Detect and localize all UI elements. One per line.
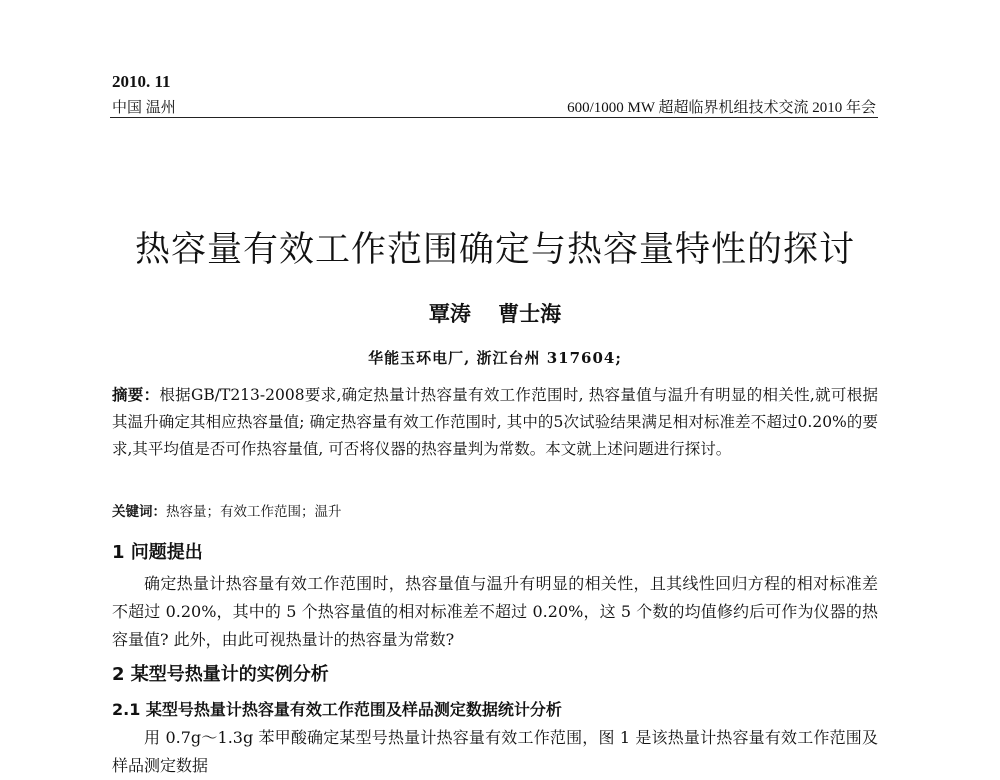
keywords-label: 关键词： bbox=[112, 504, 166, 520]
abstract bbox=[112, 381, 878, 463]
affiliation: 华能玉环电厂, 浙江台州 317604; bbox=[368, 349, 622, 367]
author-name: 覃涛 bbox=[428, 301, 471, 326]
paper-title: 热容量有效工作范围确定与热容量特性的探讨 bbox=[134, 230, 855, 270]
section-1-paragraph: 确定热量计热容量有效工作范围时，热容量值与温升有明显的相关性，且其线性回归方程的相对标准差不超过 0.20%，其中的 5 个热容量值的相对标准差不超过 0.20%，这 5 个数的均值修约后可作为仪器的热容量值? 此外，由此可视热量计的热容量为常数? bbox=[112, 574, 878, 649]
keywords bbox=[112, 500, 342, 520]
section-2-1-paragraph: 用 0.7g～1.3g 苯甲酸确定某型号热量计热容量有效工作范围，图 1 是该热量计热容量有效工作范围及样品测定数据 bbox=[112, 728, 878, 775]
header-conference: 600/1000 MW 超超临界机组技术交流 2010 年会 bbox=[567, 100, 876, 116]
header-location: 中国 温州 bbox=[112, 100, 176, 116]
header-date: 2010. 11 bbox=[112, 72, 171, 91]
section-2-1-heading: 2.1 某型号热量计热容量有效工作范围及样品测定数据统计分析 bbox=[112, 700, 562, 719]
keywords-text: 热容量；有效工作范围；温升 bbox=[166, 504, 342, 520]
author-name: 曹士海 bbox=[498, 301, 562, 326]
section-1-heading: 1 问题提出 bbox=[112, 542, 203, 563]
author-list bbox=[110, 298, 880, 328]
abstract-text: 根据GB/T213-2008要求,确定热量计热容量有效工作范围时, 热容量值与温升有明显的相关性,就可根据其温升确定其相应热容量值; 确定热容量有效工作范围时, 其中的5次试验结果满足相对标准差不超过0.20%的要求,其平均值是否可作热容量值, 可否将仪器的热容量判为常数。本文就上述问题进行探讨。 bbox=[112, 386, 878, 458]
abstract-label: 摘要： bbox=[112, 385, 160, 404]
section-2-heading: 2 某型号热量计的实例分析 bbox=[112, 664, 329, 685]
header-rule bbox=[110, 117, 878, 118]
